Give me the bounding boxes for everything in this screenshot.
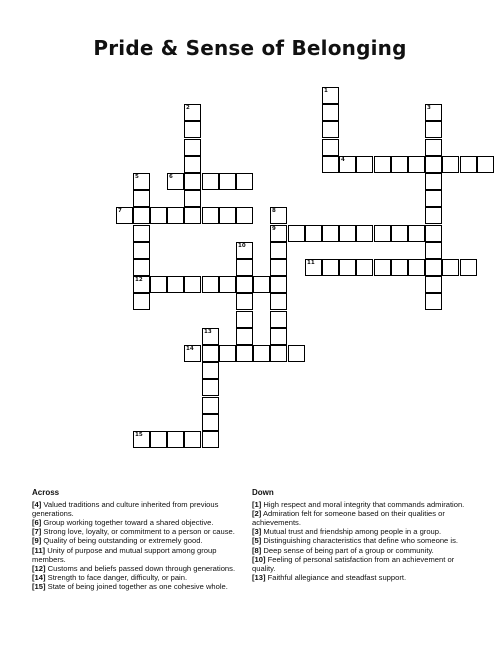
- crossword-cell[interactable]: [374, 156, 391, 173]
- crossword-cell[interactable]: [167, 276, 184, 293]
- crossword-cell[interactable]: [184, 139, 201, 156]
- clue-text: Valued traditions and culture inherited from previous generations.: [32, 500, 219, 519]
- crossword-cell[interactable]: [236, 173, 253, 190]
- crossword-cell[interactable]: [322, 87, 339, 104]
- crossword-cell[interactable]: [425, 259, 442, 276]
- crossword-cell[interactable]: [322, 225, 339, 242]
- crossword-cell[interactable]: [236, 293, 253, 310]
- clue-item: [32, 518, 244, 527]
- clue-number: [6]: [32, 518, 42, 528]
- crossword-cell[interactable]: [322, 156, 339, 173]
- crossword-cell[interactable]: [202, 328, 219, 345]
- crossword-cell[interactable]: [270, 225, 287, 242]
- crossword-cell[interactable]: [219, 173, 236, 190]
- crossword-cell[interactable]: [356, 259, 373, 276]
- clue-number: [7]: [32, 527, 42, 537]
- crossword-cell[interactable]: [270, 242, 287, 259]
- clue-number-label: 12: [135, 277, 143, 283]
- crossword-cell[interactable]: [133, 293, 150, 310]
- clue-item: [252, 546, 472, 555]
- clue-number-label: 10: [238, 243, 246, 249]
- crossword-cell[interactable]: [150, 276, 167, 293]
- crossword-cell[interactable]: [322, 259, 339, 276]
- clue-item: [32, 527, 244, 536]
- crossword-cell[interactable]: [425, 207, 442, 224]
- crossword-cell[interactable]: [425, 276, 442, 293]
- crossword-cell[interactable]: [270, 293, 287, 310]
- clue-number: [14]: [32, 572, 46, 582]
- crossword-cell[interactable]: [425, 173, 442, 190]
- crossword-cell[interactable]: [202, 345, 219, 362]
- crossword-cell[interactable]: [288, 345, 305, 362]
- crossword-cell[interactable]: [219, 207, 236, 224]
- clue-number-label: 11: [307, 260, 315, 266]
- crossword-cell[interactable]: [270, 276, 287, 293]
- crossword-cell[interactable]: [408, 156, 425, 173]
- clue-number: [11]: [32, 545, 46, 555]
- clue-text: Group working together toward a shared objective.: [41, 518, 214, 528]
- crossword-cell[interactable]: [184, 173, 201, 190]
- crossword-cell[interactable]: [236, 207, 253, 224]
- page-title: Pride & Sense of Belonging: [93, 36, 407, 60]
- crossword-cell[interactable]: [425, 190, 442, 207]
- crossword-cell[interactable]: [184, 156, 201, 173]
- crossword-cell[interactable]: [425, 293, 442, 310]
- crossword-cell[interactable]: [167, 207, 184, 224]
- crossword-cell[interactable]: [425, 242, 442, 259]
- clue-number: [9]: [32, 536, 42, 546]
- crossword-cell[interactable]: [270, 311, 287, 328]
- clue-number-label: 14: [186, 346, 194, 352]
- clue-number: [2]: [252, 509, 262, 519]
- crossword-cell[interactable]: [133, 276, 150, 293]
- crossword-cell[interactable]: [167, 173, 184, 190]
- clue-item: [32, 582, 244, 591]
- crossword-cell[interactable]: [184, 121, 201, 138]
- crossword-cell[interactable]: [425, 225, 442, 242]
- crossword-cell[interactable]: [270, 345, 287, 362]
- crossword-cell[interactable]: [391, 225, 408, 242]
- clue-item: [252, 536, 472, 545]
- clue-number: [3]: [252, 527, 262, 537]
- clue-text: Distinguishing characteristics that define who someone is.: [261, 536, 458, 546]
- crossword-cell[interactable]: [356, 156, 373, 173]
- crossword-cell[interactable]: [356, 225, 373, 242]
- crossword-cell[interactable]: [322, 139, 339, 156]
- crossword-cell[interactable]: [408, 225, 425, 242]
- crossword-cell[interactable]: [236, 328, 253, 345]
- down-clues: [252, 488, 472, 582]
- crossword-cell[interactable]: [253, 276, 270, 293]
- clue-item: [252, 527, 472, 536]
- crossword-cell[interactable]: [236, 276, 253, 293]
- crossword-cell[interactable]: [133, 242, 150, 259]
- clue-number-label: 7: [118, 208, 122, 214]
- clue-text: Feeling of personal satisfaction from an achievement or quality.: [252, 554, 455, 573]
- crossword-cell[interactable]: [236, 242, 253, 259]
- clue-item: [252, 573, 472, 582]
- crossword-cell[interactable]: [202, 173, 219, 190]
- crossword-cell[interactable]: [133, 207, 150, 224]
- crossword-cell[interactable]: [253, 345, 270, 362]
- crossword-cell[interactable]: [288, 225, 305, 242]
- crossword-cell[interactable]: [184, 276, 201, 293]
- crossword-cell[interactable]: [202, 276, 219, 293]
- clue-text: High respect and moral integrity that commands admiration.: [261, 500, 465, 510]
- crossword-cell[interactable]: [116, 207, 133, 224]
- clue-text: Customs and beliefs passed down through generations.: [45, 563, 236, 573]
- crossword-cell[interactable]: [236, 345, 253, 362]
- clue-text: Mutual trust and friendship among people in a group.: [261, 527, 442, 537]
- crossword-cell[interactable]: [442, 156, 459, 173]
- clue-number: [10]: [252, 554, 266, 564]
- crossword-cell[interactable]: [270, 259, 287, 276]
- crossword-cell[interactable]: [460, 259, 477, 276]
- crossword-cell[interactable]: [305, 225, 322, 242]
- clue-text: Faithful allegiance and steadfast support.: [265, 572, 407, 582]
- crossword-cell[interactable]: [270, 207, 287, 224]
- crossword-cell[interactable]: [133, 173, 150, 190]
- clue-item: [32, 536, 244, 545]
- clue-item: [32, 564, 244, 573]
- clue-number-label: 5: [135, 174, 139, 180]
- crossword-cell[interactable]: [477, 156, 494, 173]
- crossword-cell[interactable]: [150, 207, 167, 224]
- clue-number-label: 6: [169, 174, 173, 180]
- clue-number: [1]: [252, 500, 262, 510]
- clue-text: Admiration felt for someone based on their qualities or achievements.: [252, 509, 445, 528]
- crossword-cell[interactable]: [202, 207, 219, 224]
- crossword-cell[interactable]: [219, 345, 236, 362]
- clue-number-label: 8: [272, 208, 276, 214]
- clue-number: [5]: [252, 536, 262, 546]
- across-clues: [32, 488, 244, 591]
- clue-text: Strength to face danger, difficulty, or pain.: [45, 572, 188, 582]
- crossword-cell[interactable]: [202, 362, 219, 379]
- crossword-cell[interactable]: [202, 397, 219, 414]
- crossword-cell[interactable]: [133, 190, 150, 207]
- crossword-cell[interactable]: [184, 345, 201, 362]
- crossword-cell[interactable]: [236, 259, 253, 276]
- crossword-cell[interactable]: [460, 156, 477, 173]
- crossword-cell[interactable]: [391, 259, 408, 276]
- crossword-cell[interactable]: [339, 225, 356, 242]
- crossword-cell[interactable]: [408, 259, 425, 276]
- crossword-cell[interactable]: [442, 259, 459, 276]
- crossword-cell[interactable]: [339, 259, 356, 276]
- clue-number-label: 9: [272, 226, 276, 232]
- clue-item: [32, 546, 244, 564]
- crossword-cell[interactable]: [150, 431, 167, 448]
- crossword-cell[interactable]: [374, 259, 391, 276]
- clue-item: [252, 555, 472, 573]
- clue-number-label: 4: [341, 157, 345, 163]
- crossword-cell[interactable]: [133, 431, 150, 448]
- clue-number: [13]: [252, 572, 266, 582]
- clue-number-label: 1: [324, 88, 328, 94]
- crossword-cell[interactable]: [202, 414, 219, 431]
- crossword-cell[interactable]: [184, 104, 201, 121]
- clue-text: Deep sense of being part of a group or community.: [261, 545, 434, 555]
- crossword-cell[interactable]: [322, 104, 339, 121]
- clue-number-label: 2: [186, 105, 190, 111]
- crossword-cell[interactable]: [202, 431, 219, 448]
- crossword-cell[interactable]: [270, 328, 287, 345]
- crossword-cell[interactable]: [425, 104, 442, 121]
- crossword-cell[interactable]: [184, 207, 201, 224]
- clue-number-label: 15: [135, 432, 143, 438]
- crossword-cell[interactable]: [322, 121, 339, 138]
- clue-text: Strong love, loyalty, or commitment to a person or cause.: [41, 527, 235, 537]
- crossword-cell[interactable]: [425, 156, 442, 173]
- crossword-cell[interactable]: [133, 225, 150, 242]
- clue-number: [8]: [252, 545, 262, 555]
- clue-item: [32, 573, 244, 582]
- crossword-cell[interactable]: [202, 379, 219, 396]
- crossword-cell[interactable]: [391, 156, 408, 173]
- crossword-cell[interactable]: [374, 225, 391, 242]
- clue-text: Unity of purpose and mutual support among group members.: [32, 545, 217, 564]
- down-heading: Down: [252, 488, 274, 497]
- clue-item: [252, 500, 472, 509]
- clue-number: [12]: [32, 563, 46, 573]
- clue-number-label: 13: [204, 329, 212, 335]
- crossword-cell[interactable]: [236, 311, 253, 328]
- crossword-cell[interactable]: [425, 139, 442, 156]
- crossword-cell[interactable]: [184, 190, 201, 207]
- crossword-cell[interactable]: [305, 259, 322, 276]
- clue-item: [32, 500, 244, 518]
- clue-number: [4]: [32, 500, 42, 510]
- clue-number-label: 3: [427, 105, 431, 111]
- crossword-cell[interactable]: [219, 276, 236, 293]
- across-heading: Across: [32, 488, 60, 497]
- clue-item: [252, 509, 472, 527]
- crossword-cell[interactable]: [167, 431, 184, 448]
- clue-text: State of being joined together as one cohesive whole.: [45, 581, 228, 591]
- crossword-cell[interactable]: [133, 259, 150, 276]
- clue-number: [15]: [32, 581, 46, 591]
- crossword-cell[interactable]: [425, 121, 442, 138]
- crossword-cell[interactable]: [184, 431, 201, 448]
- crossword-cell[interactable]: [339, 156, 356, 173]
- clue-text: Quality of being outstanding or extremely good.: [41, 536, 203, 546]
